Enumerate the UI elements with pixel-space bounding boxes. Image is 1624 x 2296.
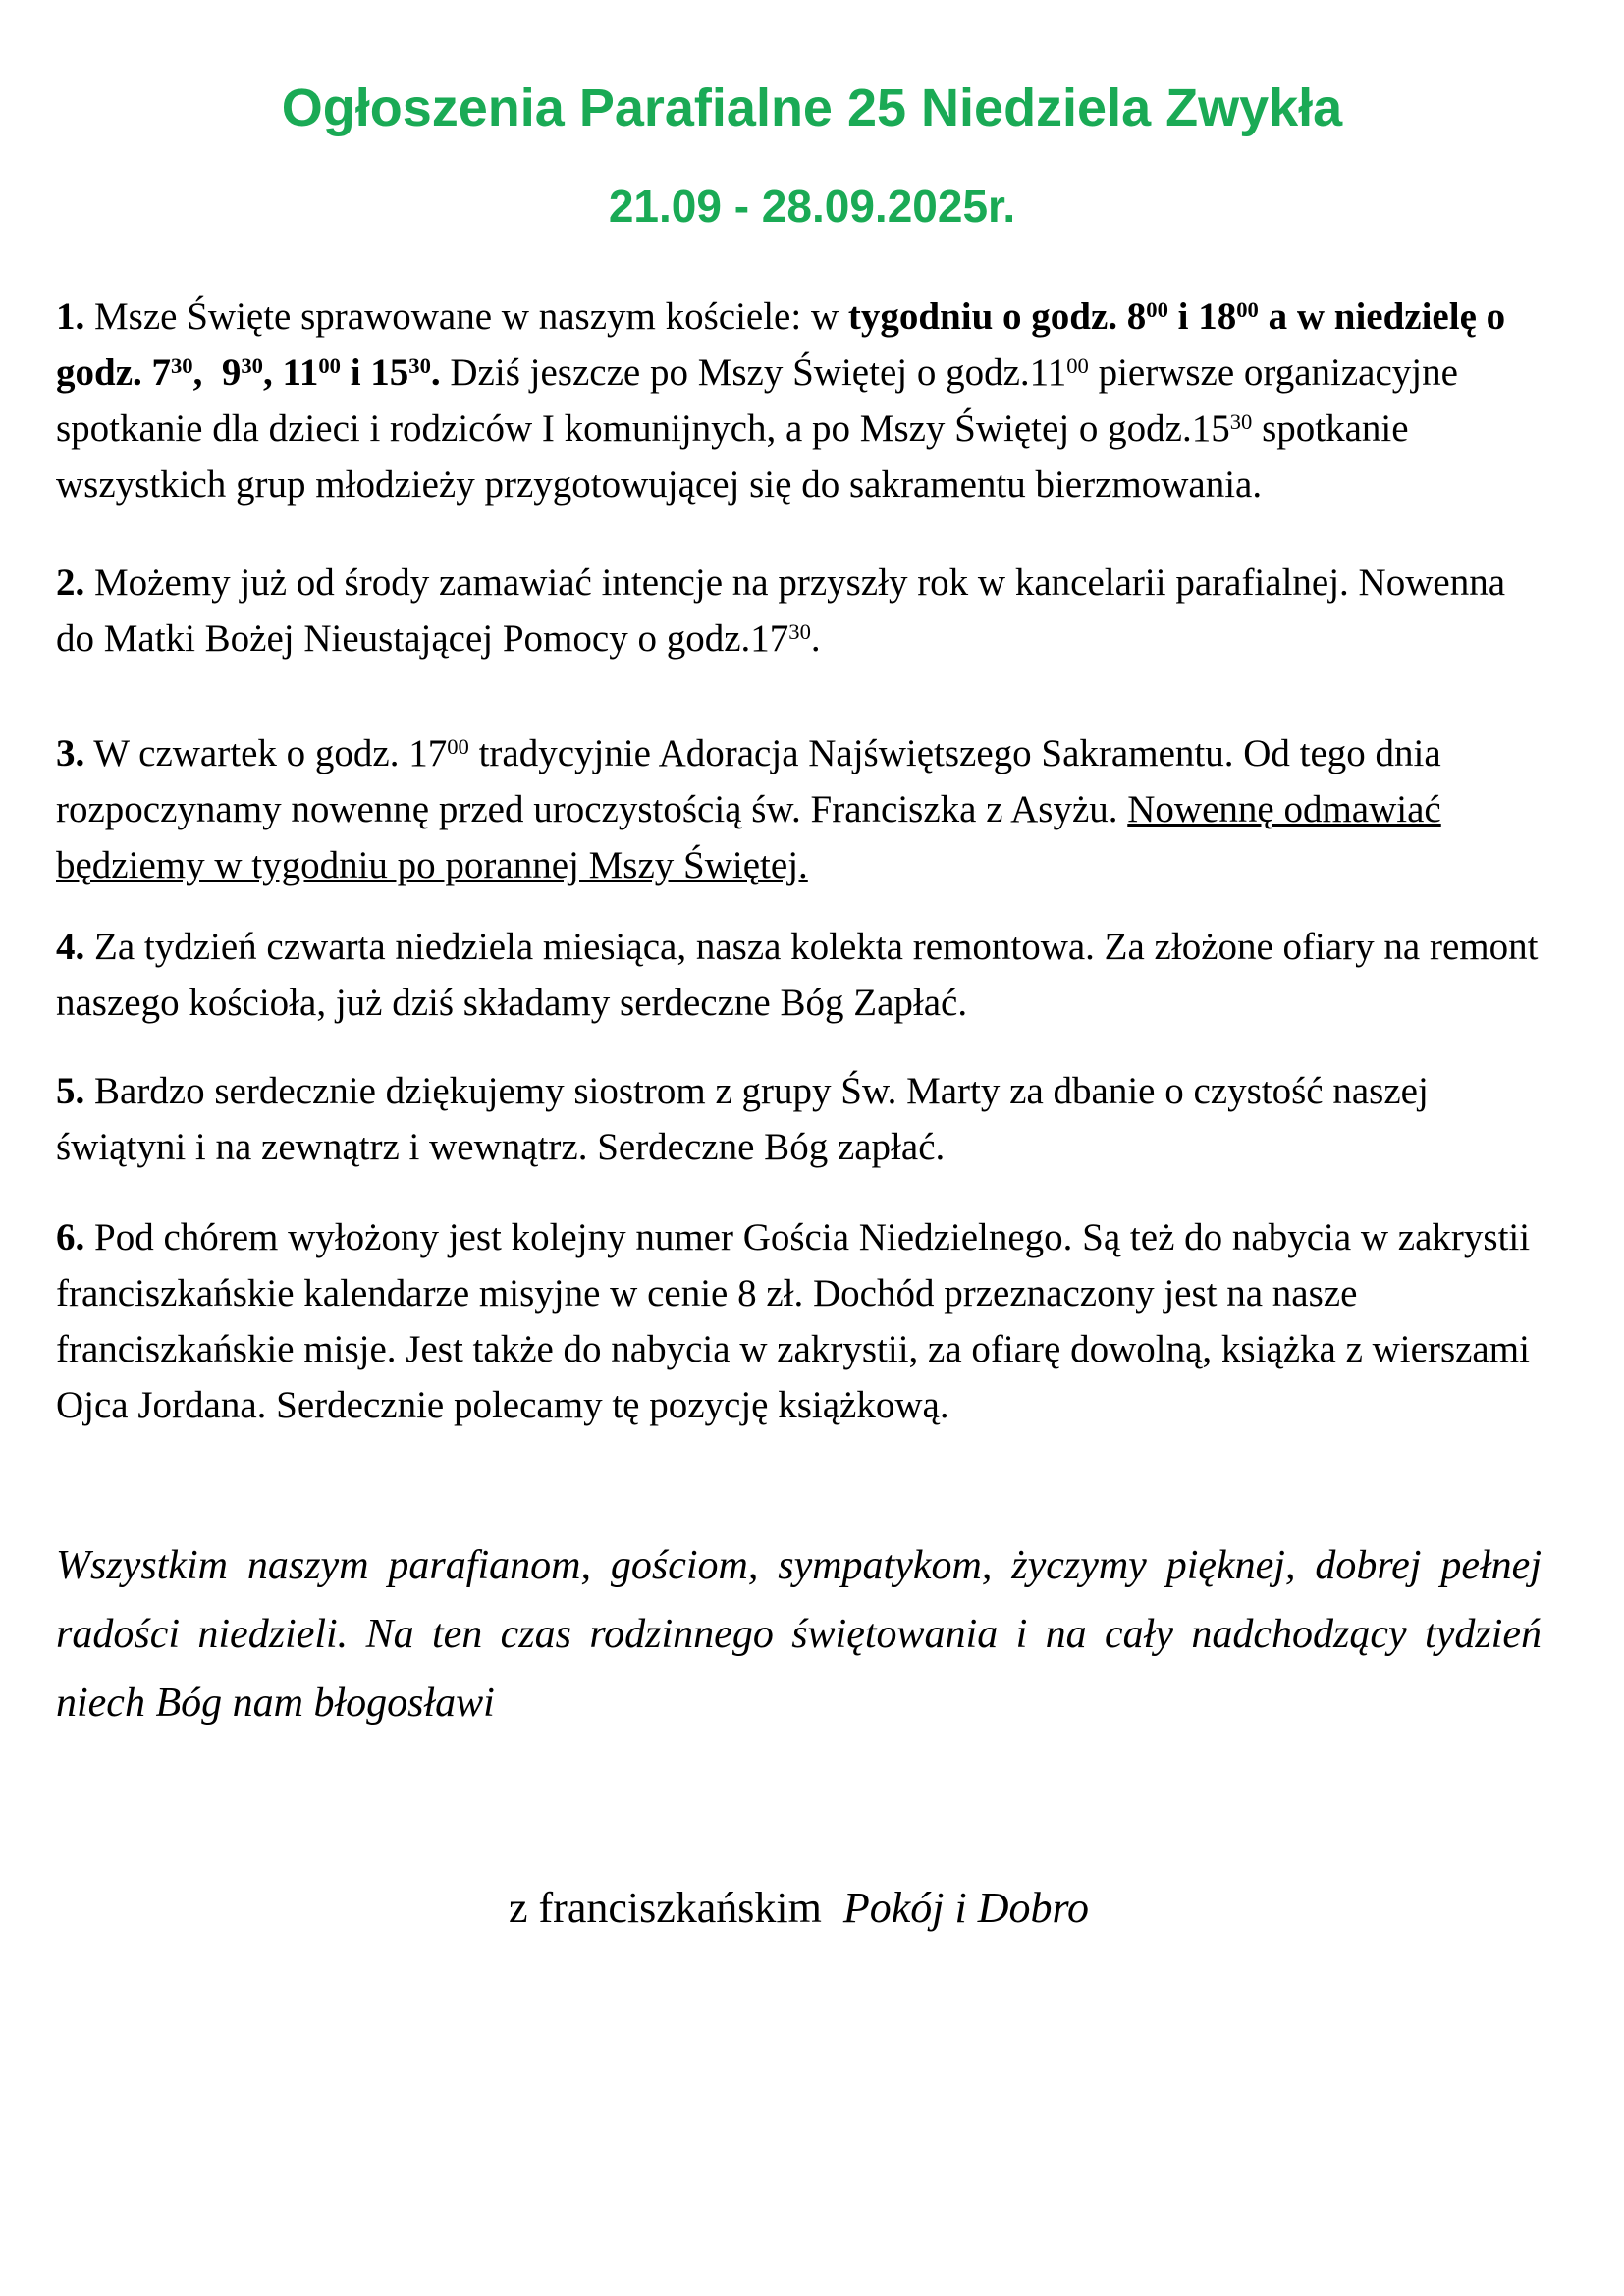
announcement-6: 6. Pod chórem wyłożony jest kolejny numer Gościa Niedzielnego. Są też do nabycia w zakrystii franciszkańskie kalendarze misyjne w cenie 8 zł. Dochód przeznaczony jest na nasze franciszkańskie misje. Jest także do nabycia w zakrystii, za ofiarę dowolną, książka z wierszami Ojca Jordana. Serdecznie polecamy tę pozycję książkową. [56, 1215, 1531, 1426]
announcement-4: 4. Za tydzień czwarta niedziela miesiąca, nasza kolekta remontowa. Za złożone ofiary na remont naszego kościoła, już dziś składamy serdeczne Bóg Zapłać. [56, 925, 1539, 1024]
signoff-line: z franciszkańskim Pokój i Dobro [509, 1883, 1089, 1932]
announcement-2: 2. Możemy już od środy zamawiać intencje na przyszły rok w kancelarii parafialnej. Nowenna do Matki Bożej Nieustającej Pomocy o $godz.17^{30}$. [56, 561, 1506, 660]
announcements-section [0, 234, 1624, 1937]
document-date-range: 21.09 - 28.09.2025r. [608, 180, 1016, 232]
announcement-3: 3. W czwartek o godz. $17^{00}$ tradycyjnie Adoracja Najświętszego Sakramentu. Od tego dnia rozpoczynamy nowennę przed uroczystością św. Franciszka z Asyżu. Nowennę odmawiać będziemy w tygodniu po porannej Mszy Świętej. [56, 731, 1441, 886]
announcement-5: 5. Bardzo serdecznie dziękujemy siostrom z grupy Św. Marty za dbanie o czystość naszej świątyni i na zewnątrz i wewnątrz. Serdeczne Bóg zapłać. [56, 1069, 1429, 1168]
announcement-1: 1. Msze Święte sprawowane w naszym kościele: w tygodniu o godz. $8^{00}$ i $18^{00}$ a w niedzielę o godz. $7^{30}$, $9^{30}$, $11^{00}$ i $15^{30}$. Dziś jeszcze po Mszy Świętej o $godz.11^{00}$ pierwsze organizacyjne spotkanie dla dzieci i rodziców I komunijnych, a po Mszy Świętej o $godz.15^{30}$ spotkanie wszystkich grup młodzieży przygotowującej się do sakramentu bierzmowania. [56, 294, 1506, 506]
blessing-paragraph: Wszystkim naszym parafianom, gościom, sympatykom, życzymy pięknej, dobrej pełnej radości niedzieli. Na ten czas rodzinnego świętowania i na cały nadchodzący tydzień niech Bóg nam błogosławi [56, 1542, 1542, 1726]
document-title: Ogłoszenia Parafialne 25 Niedziela Zwykła [281, 79, 1343, 137]
